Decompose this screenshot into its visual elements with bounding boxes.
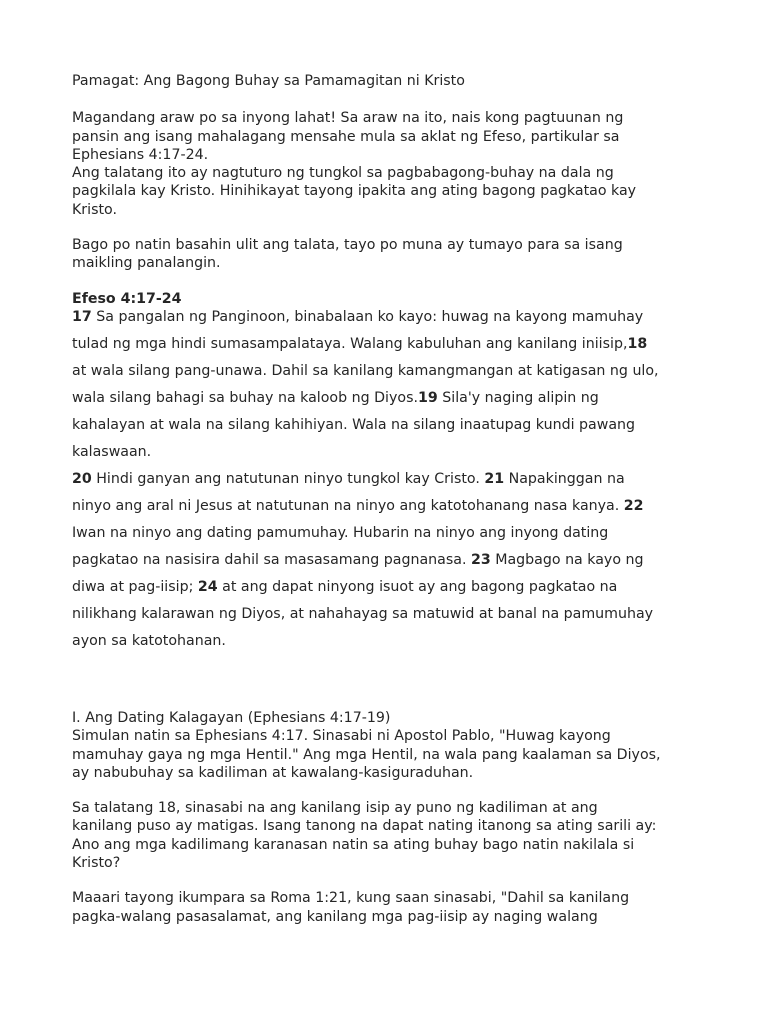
section-line: ay nabubuhay sa kadiliman at kawalang-kasiguraduhan. [72, 764, 474, 781]
verse-text: Magbago na kayo ng [490, 551, 644, 568]
section-line: Maaari tayong ikumpara sa Roma 1:21, kung saan sinasabi, "Dahil sa kanilang [72, 890, 630, 907]
verse-line [72, 493, 702, 520]
verse-number: 24 [197, 578, 218, 595]
verse-text: tulad ng mga hindi sumasampalataya. Walang kabuluhan ang kanilang iniisip, [72, 335, 628, 352]
verse-text: nilikhang kalarawan ng Diyos, at nahahayag sa matuwid at banal na pamumuhay [72, 605, 654, 622]
verse-line [72, 574, 702, 601]
verse-line [72, 439, 702, 466]
verse-text: pagkatao na nasisira dahil sa masasamang pagnanasa. [72, 551, 471, 568]
verse-text: Sila'y naging alipin ng [437, 389, 599, 406]
verse-number: 18 [627, 335, 648, 352]
verse-text: diwa at pag-iisip; [72, 578, 198, 595]
verse-number: 20 [72, 470, 92, 487]
intro-line: Ang talatang ito ay nagtuturo ng tungkol sa pagbabagong-buhay na dala ng [72, 165, 614, 182]
verse-text: kahalayan at wala na silang kahihiyan. Wala na silang inaatupag kundi pawang [72, 416, 636, 433]
verse-text: at wala silang pang-unawa. Dahil sa kanilang kamangmangan at katigasan ng ulo, [72, 362, 659, 379]
scripture-block [72, 290, 702, 655]
section-line: Ano ang mga kadilimang karanasan natin sa ating buhay bago natin nakilala si [72, 836, 635, 853]
verse-number: 17 [72, 308, 92, 325]
section-heading: I. Ang Dating Kalagayan (Ephesians 4:17-19) [72, 709, 391, 726]
prayer-paragraph [72, 236, 702, 273]
scripture-verses [72, 304, 702, 655]
verse-text: Napakinggan na [504, 470, 625, 487]
verse-text: Sa pangalan ng Panginoon, binabalaan ko kayo: huwag na kayong mamuhay [91, 308, 644, 325]
verse-line [72, 466, 702, 493]
section-1-paragraph-3 [72, 889, 702, 926]
section-line: pagka-walang pasasalamat, ang kanilang mga pag-iisip ay naging walang [72, 908, 598, 925]
verse-line [72, 304, 702, 331]
verse-number: 21 [484, 470, 505, 487]
section-1-paragraph [72, 709, 702, 782]
intro-line: pansin ang isang mahalagang mensahe mula sa aklat ng Efeso, partikular sa [72, 128, 620, 145]
verse-text: kalaswaan. [72, 443, 152, 460]
section-line: kanilang puso ay matigas. Isang tanong na dapat nating itanong sa ating sarili ay: [72, 818, 657, 835]
verse-line [72, 601, 702, 628]
verse-text: at ang dapat ninyong isuot ay ang bagong pagkatao na [217, 578, 618, 595]
prayer-line: Bago po natin basahin ulit ang talata, tayo po muna ay tumayo para sa isang [72, 237, 623, 254]
intro-line: pagkilala kay Kristo. Hinihikayat tayong ipakita ang ating bagong pagkatao kay [72, 183, 637, 200]
verse-number: 22 [623, 497, 644, 514]
verse-text: wala silang bahagi sa buhay na kaloob ng Diyos. [72, 389, 418, 406]
section-line: mamuhay gaya ng mga Hentil." Ang mga Hentil, na wala pang kaalaman sa Diyos, [72, 746, 661, 763]
section-line: Simulan natin sa Ephesians 4:17. Sinasabi ni Apostol Pablo, "Huwag kayong [72, 728, 611, 745]
scripture-reference: Efeso 4:17-24 [72, 290, 182, 307]
intro-line: Magandang araw po sa inyong lahat! Sa araw na ito, nais kong pagtuunan ng [72, 110, 624, 127]
section-line: Kristo? [72, 855, 121, 872]
section-gap [72, 655, 702, 709]
section-1-paragraph-2 [72, 799, 702, 872]
verse-number: 23 [470, 551, 491, 568]
verse-number: 19 [417, 389, 438, 406]
verse-text: Iwan na ninyo ang dating pamumuhay. Hubarin na ninyo ang inyong dating [72, 524, 609, 541]
intro-line: Kristo. [72, 201, 117, 218]
verse-line [72, 331, 702, 358]
verse-line [72, 412, 702, 439]
document-page [72, 72, 702, 943]
prayer-line: maikling panalangin. [72, 255, 221, 272]
verse-text: ninyo ang aral ni Jesus at natutunan na ninyo ang katotohanang nasa kanya. [72, 497, 624, 514]
verse-text: Hindi ganyan ang natutunan ninyo tungkol kay Cristo. [91, 470, 485, 487]
intro-paragraph [72, 109, 702, 219]
verse-line [72, 358, 702, 385]
intro-line: Ephesians 4:17-24. [72, 146, 209, 163]
section-line: Sa talatang 18, sinasabi na ang kanilang isip ay puno ng kadiliman at ang [72, 800, 598, 817]
verse-line [72, 547, 702, 574]
verse-text: ayon sa katotohanan. [72, 632, 226, 649]
title-text: Pamagat: Ang Bagong Buhay sa Pamamagitan ni Kristo [72, 73, 465, 89]
sermon-title [72, 72, 702, 90]
verse-line [72, 520, 702, 547]
verse-line [72, 385, 702, 412]
verse-line [72, 628, 702, 655]
